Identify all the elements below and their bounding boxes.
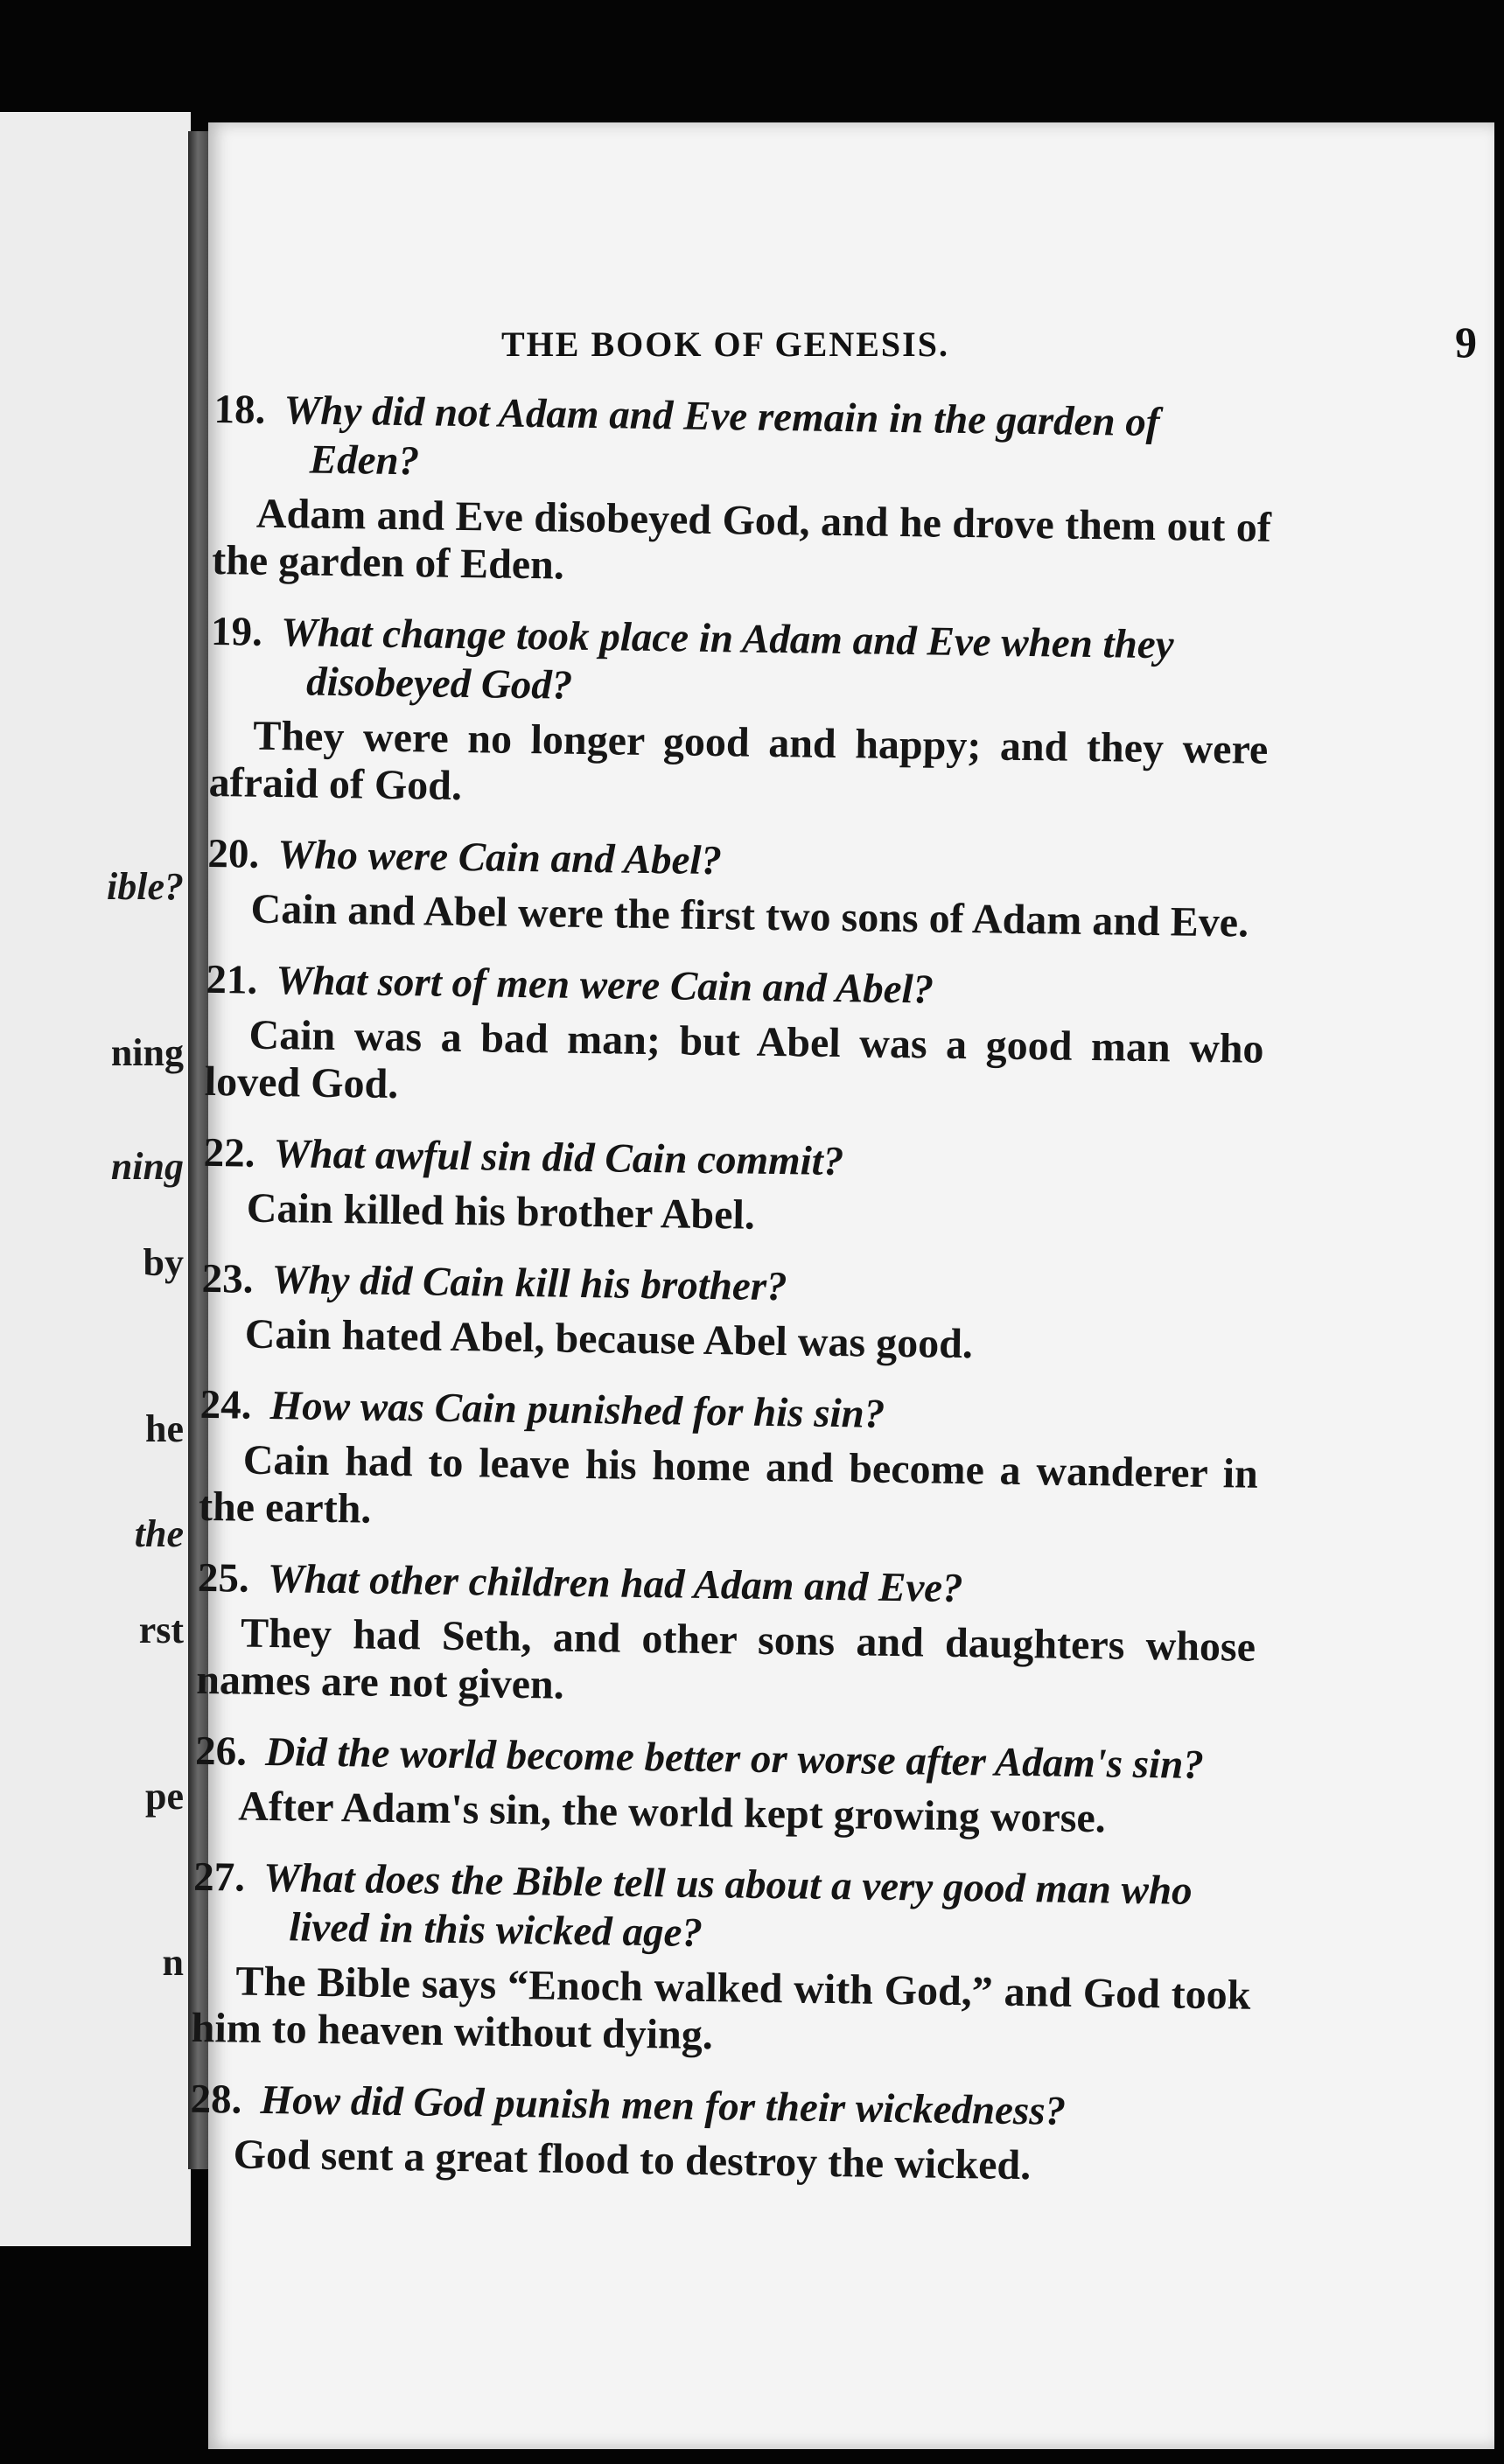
facing-text-fragment: ning	[110, 1031, 184, 1074]
question-number: 18.	[213, 386, 266, 433]
question	[199, 1380, 1259, 1444]
question	[207, 829, 1267, 893]
question-number: 20.	[207, 830, 260, 877]
question-number: 19.	[210, 608, 263, 655]
qa-entry	[202, 1128, 1263, 1246]
question-text: What sort of men were Cain and Abel?	[276, 958, 934, 1013]
question-text: Did the world become better or worse after Adam's sin?	[264, 1728, 1205, 1788]
qa-entry	[212, 385, 1273, 599]
facing-page-fragment	[0, 112, 191, 2246]
qa-entry	[200, 1254, 1261, 1372]
facing-text-fragment: by	[143, 1241, 184, 1284]
catechism-text	[189, 385, 1273, 2216]
facing-text-fragment: pe	[145, 1775, 184, 1818]
question	[201, 1254, 1261, 1318]
question	[192, 1853, 1252, 1965]
question-number: 21.	[206, 956, 258, 1003]
facing-text-fragment: rst	[138, 1609, 184, 1651]
question-number: 27.	[192, 1853, 246, 1901]
facing-text-fragment: he	[145, 1407, 184, 1450]
answer-text: Cain killed his brother Abel.	[246, 1184, 756, 1239]
question-text: Why did not Adam and Eve remain in the garden of Eden?	[283, 387, 1160, 485]
answer-text: Adam and Eve disobeyed God, and he drove them out of the garden of Eden.	[211, 490, 1272, 589]
qa-entry	[206, 829, 1267, 947]
question-text: Why did Cain kill his brother?	[271, 1257, 787, 1310]
question-number: 24.	[199, 1381, 252, 1428]
answer-text: Cain was a bad man; but Abel was a good man who loved God.	[204, 1011, 1264, 1108]
question-text: What does the Bible tell us about a very good man who lived in this wicked age?	[262, 1854, 1193, 1956]
question-number: 23.	[201, 1255, 254, 1302]
question-text: What other children had Adam and Eve?	[267, 1555, 963, 1612]
question	[190, 2075, 1249, 2139]
question-number: 25.	[197, 1554, 250, 1602]
answer-text: They had Seth, and other sons and daughters whose names are not given.	[195, 1609, 1256, 1708]
question	[198, 1553, 1257, 1617]
question-number: 26.	[194, 1728, 248, 1775]
question-number: 28.	[190, 2076, 242, 2123]
question	[206, 955, 1265, 1019]
page-number: 9	[1455, 318, 1477, 366]
question	[210, 607, 1270, 720]
question	[213, 385, 1272, 498]
facing-text-fragment: ning	[110, 1145, 184, 1188]
answer-text: After Adam's sin, the world kept growing worse.	[237, 1783, 1107, 1842]
facing-text-fragment: ible?	[107, 865, 184, 908]
qa-entry	[189, 2075, 1249, 2193]
qa-entry	[199, 1380, 1259, 1546]
question-text: What awful sin did Cain commit?	[273, 1131, 844, 1185]
answer-text: Cain and Abel were the first two sons of Adam and Eve.	[250, 885, 1249, 946]
qa-entry	[204, 955, 1264, 1120]
answer-text: Cain hated Abel, because Abel was good.	[244, 1310, 974, 1368]
answer-text: The Bible says “Enoch walked with God,” and God took him to heaven without dying.	[191, 1958, 1251, 2059]
question-text: How did God punish men for their wickedness?	[260, 2077, 1067, 2134]
facing-text-fragment: n	[162, 1941, 184, 1984]
answer-text: They were no longer good and happy; and they were afraid of God.	[208, 712, 1269, 809]
answer-text: God sent a great flood to destroy the wicked.	[233, 2131, 1032, 2189]
facing-text-fragment: the	[134, 1512, 184, 1555]
question-text: What change took place in Adam and Eve when they disobeyed God?	[280, 610, 1174, 708]
question	[195, 1727, 1255, 1790]
qa-entry	[208, 607, 1270, 821]
answer-text: Cain had to leave his home and become a wanderer in the earth.	[198, 1436, 1259, 1532]
question-text: Who were Cain and Abel?	[277, 832, 723, 884]
qa-entry	[194, 1727, 1255, 1845]
qa-entry	[191, 1853, 1252, 2067]
running-header: THE BOOK OF GENESIS.	[501, 325, 949, 364]
question-text: How was Cain punished for his sin?	[269, 1383, 885, 1437]
question-number: 22.	[203, 1129, 255, 1176]
question	[203, 1128, 1263, 1192]
qa-entry	[196, 1553, 1256, 1719]
